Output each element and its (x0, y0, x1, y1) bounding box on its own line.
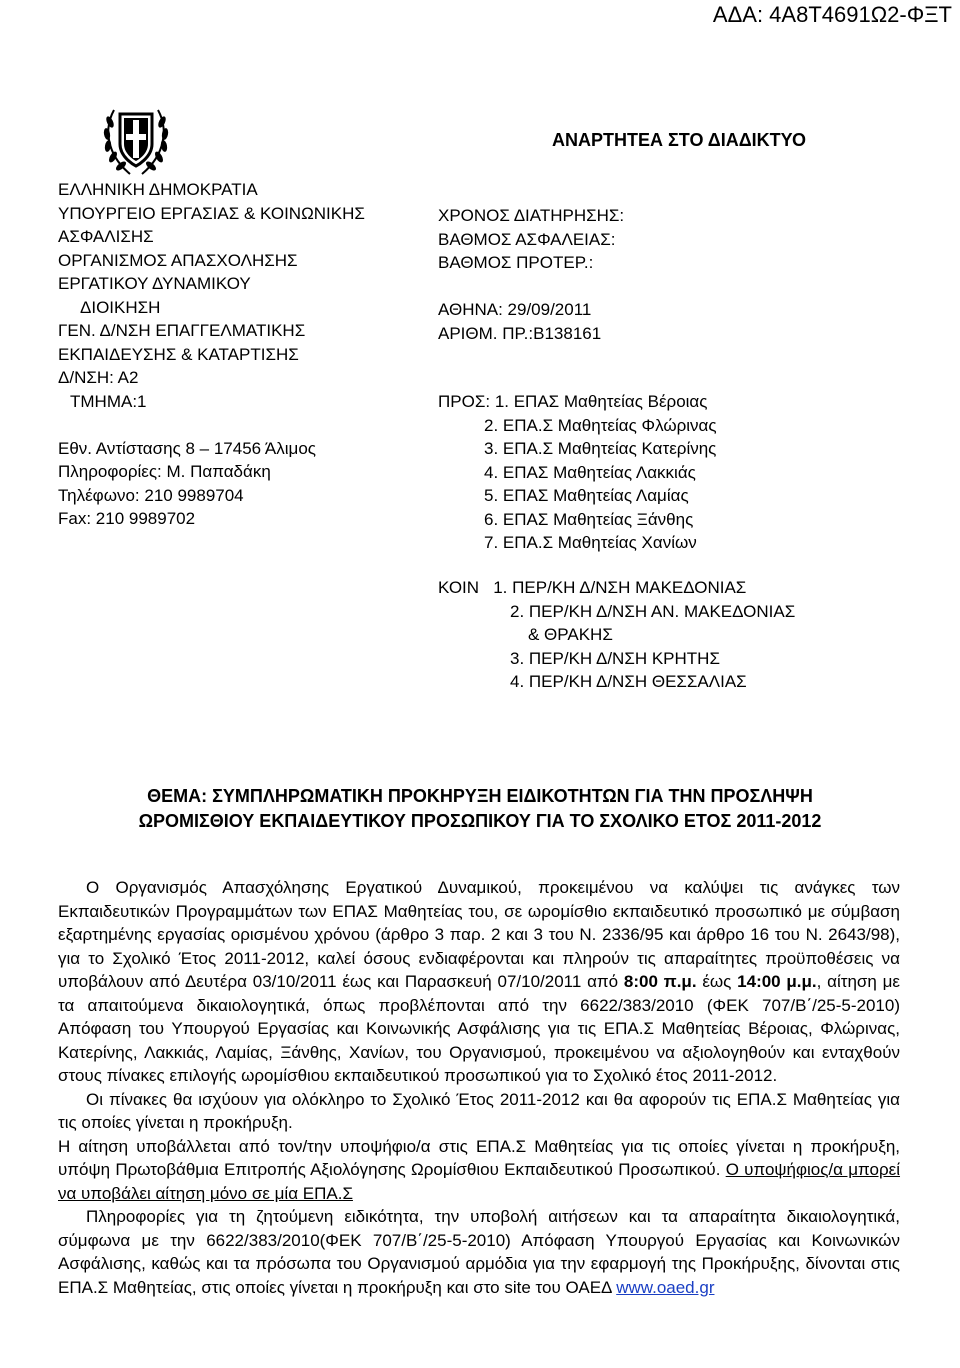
oaed-website-link[interactable]: www.oaed.gr (616, 1277, 715, 1297)
paragraph-4 (58, 1205, 900, 1299)
sender-fax: Fax: 210 9989702 (58, 509, 196, 528)
sender-line: ΤΜΗΜΑ:1 (70, 391, 147, 411)
recipient-item: 4. ΕΠΑΣ Μαθητείας Λακκιάς (484, 462, 696, 482)
recipient-item: 5. ΕΠΑΣ Μαθητείας Λαμίας (484, 486, 689, 505)
cc-item: 4. ΠΕΡ/ΚΗ Δ/ΝΣΗ ΘΕΣΣΑΛΙΑΣ (510, 672, 747, 691)
subject-line-2: ΩΡΟΜΙΣΘΙΟΥ ΕΚΠΑΙΔΕΥΤΙΚΟΥ ΠΡΟΣΩΠΙΚΟΥ ΓΙΑ ΤΟ ΣΧΟΛΙΚΟ ΕΤΟΣ 2011-2012 (138, 811, 822, 831)
protocol-number: ΑΡΙΘΜ. ΠΡ.:Β138161 (438, 323, 602, 343)
cc-label: ΚΟΙΝ (438, 578, 480, 597)
paragraph-2: Οι πίνακες θα ισχύουν για ολόκληρο το Σχολικό Έτος 2011-2012 και θα αφορούν τις ΕΠΑ.Σ Μαθητείας για τις οποίες γίνεται η προκήρυξη. (58, 1089, 900, 1132)
recipient-item: 1. ΕΠΑΣ Μαθητείας Βέροιας (494, 392, 708, 411)
paragraph-3 (58, 1135, 900, 1206)
cc-block (438, 576, 795, 694)
paragraph-1-text: , αίτηση με τα απαιτούμενα δικαιολογητικά, όπως προβλέπονται από την 6622/383/2010 (ΦΕΚ 707/Β΄/25-5-2010) Απόφαση του Υπουργού Εργασίας και Κοινωνικής Ασφάλισης για τις ΕΠΑ.Σ Μαθητείας Βέροιας, Φλώρινας, Κατερίνης, Λακκιάς, Λαμίας, Ξάνθης, Χανίων, του Οργανισμού, προκειμένου να αξιολογηθούν και ενταχθούν στους πίνακες επιλογής ωρομίσθιου εκπαιδευτικού προσωπικού για το Σχολικό έτος 2011-2012. (58, 972, 901, 1085)
security-label: ΒΑΘΜΟΣ ΑΣΦΑΛΕΙΑΣ: (438, 229, 616, 249)
ada-code: ΑΔΑ: 4Α8Τ4691Ω2-ΦΞΤ (712, 2, 952, 27)
sender-phone: Τηλέφωνο: 210 9989704 (58, 485, 244, 505)
document-meta (438, 204, 624, 345)
recipient-item: 3. ΕΠΑ.Σ Μαθητείας Κατερίνης (484, 439, 717, 458)
sender-spacer (58, 413, 365, 437)
sender-line: Δ/ΝΣΗ: Α2 (58, 368, 139, 387)
sender-contact: Πληροφορίες: Μ. Παπαδάκη (58, 462, 271, 481)
sender-line: ΥΠΟΥΡΓΕΙΟ ΕΡΓΑΣΙΑΣ & ΚΟΙΝΩΝΙΚΗΣ (58, 203, 365, 223)
single-application-note: Ο υποψήφιος/α μπορεί να υποβάλει αίτηση μόνο σε μία ΕΠΑ.Σ (58, 1160, 901, 1203)
sender-line: ΕΚΠΑΙΔΕΥΣΗΣ & ΚΑΤΑΡΤΙΣΗΣ (58, 344, 299, 364)
paragraph-1-text: Ο Οργανισμός Απασχόλησης Εργατικού Δυναμικού, προκειμένου να καλύψει τις ανάγκες των Εκπαιδευτικών Προγραμμάτων των ΕΠΑΣ Μαθητείας του, σε ωρομίσθιο εκπαιδευτικό προσωπικό με σύμβαση εξαρτημένης εργασίας ορισμένου χρόνου (άρθρο 3 παρ. 2 και 3 του Ν. 2336/95 και άρθρο 16 του Ν. 2643/98), για το Σχολικό Έτος 2011-2012, καλεί όσους ενδιαφέρονται και πληρούν τις απαραίτητες προϋποθέσεις να υποβάλουν από Δευτέρα 03/10/2011 έως και Παρασκευή 07/10/2011 από (58, 878, 900, 991)
publication-notice: ΑΝΑΡΤΗΤΕΑ ΣΤΟ ΔΙΑΔΙΚΤΥΟ (552, 130, 806, 150)
recipient-item: 2. ΕΠΑ.Σ Μαθητείας Φλώρινας (484, 415, 717, 435)
sender-line: ΑΣΦΑΛΙΣΗΣ (58, 227, 154, 246)
subject-line-1: ΘΕΜΑ: ΣΥΜΠΛΗΡΩΜΑΤΙΚΗ ΠΡΟΚΗΡΥΞΗ ΕΙΔΙΚΟΤΗΤΩΝ ΓΙΑ ΤΗΝ ΠΡΟΣΛΗΨΗ (147, 786, 813, 806)
meta-spacer (438, 275, 624, 299)
recipient-item: 7. ΕΠΑ.Σ Μαθητείας Χανίων (484, 533, 697, 552)
coat-of-arms-icon (100, 100, 172, 180)
sender-block (58, 178, 365, 531)
paragraph-4-text: Πληροφορίες για τη ζητούμενη ειδικότητα, την υποβολή αιτήσεων και τα απαραίτητα δικαιολογητικά, σύμφωνα με την 6622/383/2010(ΦΕΚ 707/Β΄/25-5-2010) Απόφαση Υπουργού Εργασίας και Κοινωνικών Ασφάλισης, καθώς και τα πρόσωπα του Οργανισμού αρμόδια για την εφαρμογή της Προκήρυξης, δίνονται στις ΕΠΑ.Σ Μαθητείας, στις οποίες γίνεται η προκήρυξη και στο site του ΟΑΕΔ (58, 1207, 900, 1297)
cc-item: 1. ΠΕΡ/ΚΗ Δ/ΝΣΗ ΜΑΚΕΔΟΝΙΑΣ (493, 578, 747, 597)
recipients-block (438, 390, 717, 555)
retention-label: ΧΡΟΝΟΣ ΔΙΑΤΗΡΗΣΗΣ: (438, 206, 625, 225)
priority-label: ΒΑΘΜΟΣ ΠΡΟΤΕΡ.: (438, 253, 594, 272)
cc-item: 2. ΠΕΡ/ΚΗ Δ/ΝΣΗ ΑΝ. ΜΑΚΕΔΟΝΙΑΣ (510, 601, 796, 621)
start-time: 8:00 π.μ. (623, 972, 697, 991)
cc-item-continued: & ΘΡΑΚΗΣ (528, 625, 613, 644)
sender-address: Εθν. Αντίστασης 8 – 17456 Άλιμος (58, 438, 316, 458)
paragraph-3-text: Η αίτηση υποβάλλεται από τον/την υποψήφιο/α στις ΕΠΑ.Σ Μαθητείας για τις οποίες γίνεται η προκήρυξη, υπόψη Πρωτοβάθμια Επιτροπής Αξιολόγησης Ωρομίσθιου Εκπαιδευτικού Προσωπικού. (58, 1136, 900, 1179)
sender-line: ΕΛΛΗΝΙΚΗ ΔΗΜΟΚΡΑΤΙΑ (58, 180, 258, 199)
body-text (58, 876, 900, 1299)
paragraph-1-text: έως (696, 972, 738, 991)
subject-heading (0, 784, 960, 834)
sender-line: ΟΡΓΑΝΙΣΜΟΣ ΑΠΑΣΧΟΛΗΣΗΣ (58, 250, 298, 270)
sender-line: ΓΕΝ. Δ/ΝΣΗ ΕΠΑΓΓΕΛΜΑΤΙΚΗΣ (58, 321, 306, 340)
end-time: 14:00 μ.μ. (737, 972, 817, 991)
cc-item: 3. ΠΕΡ/ΚΗ Δ/ΝΣΗ ΚΡΗΤΗΣ (510, 648, 720, 668)
recipients-label: ΠΡΟΣ: (438, 392, 491, 411)
paragraph-1 (58, 876, 900, 1088)
recipient-item: 6. ΕΠΑΣ Μαθητείας Ξάνθης (484, 509, 694, 529)
document-date: ΑΘΗΝΑ: 29/09/2011 (438, 300, 592, 319)
sender-line: ΕΡΓΑΤΙΚΟΥ ΔΥΝΑΜΙΚΟΥ (58, 274, 251, 293)
sender-line: ΔΙΟΙΚΗΣΗ (80, 297, 161, 317)
